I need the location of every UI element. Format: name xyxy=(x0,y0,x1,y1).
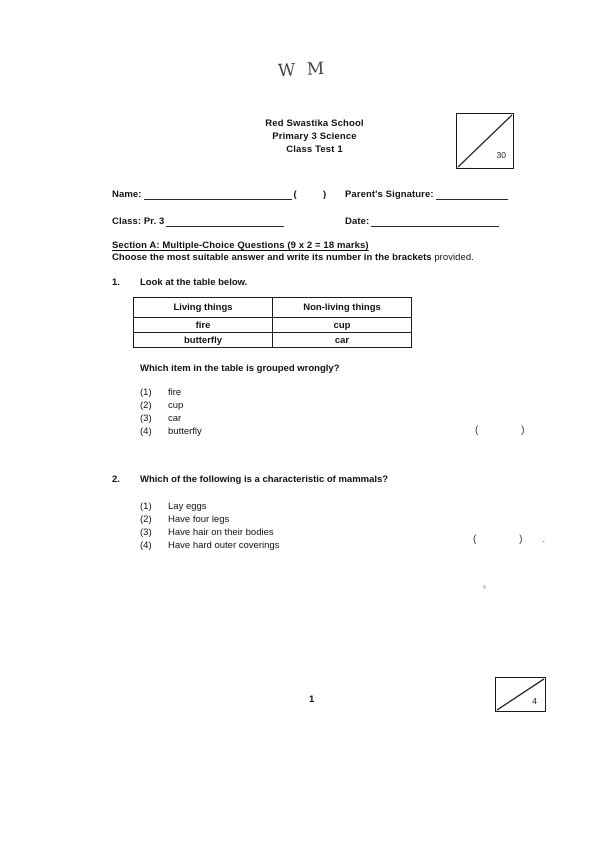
section-a-heading: Section A: Multiple-Choice Questions (9 x 2 = 18 marks) xyxy=(112,240,369,251)
option-text: fire xyxy=(168,387,182,398)
name-label: Name: xyxy=(112,189,142,200)
date-label: Date: xyxy=(345,216,370,227)
question-2-number: 2. xyxy=(112,474,120,485)
score-box-page xyxy=(495,677,546,712)
question-1-table xyxy=(133,297,412,348)
question-1-number: 1. xyxy=(112,277,120,288)
instruction-bold-part: Choose the most suitable answer and write its number in the brackets xyxy=(112,252,432,263)
table-cell: fire xyxy=(134,318,273,333)
option-item[interactable] xyxy=(140,386,202,399)
option-item[interactable] xyxy=(140,500,279,513)
score-box-page-value: 4 xyxy=(532,696,537,706)
option-item[interactable] xyxy=(140,412,202,425)
scan-artifact xyxy=(483,585,486,589)
table-row xyxy=(134,318,412,333)
table-cell: cup xyxy=(273,318,412,333)
page-number: 1 xyxy=(309,694,315,705)
option-text: butterfly xyxy=(168,426,202,437)
trailing-mark: . xyxy=(542,534,545,544)
question-1-stem: Look at the table below. xyxy=(140,277,248,288)
option-text: Have four legs xyxy=(168,514,230,525)
parent-signature-label: Parent's Signature: xyxy=(345,189,434,200)
score-box-total-value: 30 xyxy=(496,150,506,160)
option-key: (2) xyxy=(140,400,152,411)
table-cell: butterfly xyxy=(134,333,273,348)
test-line: Class Test 1 xyxy=(286,144,343,156)
date-field-row xyxy=(345,216,501,227)
class-label: Class: Pr. 3 xyxy=(112,216,165,227)
option-key: (3) xyxy=(140,527,152,538)
option-text: cup xyxy=(168,400,184,411)
subject-line: Primary 3 Science xyxy=(272,131,357,143)
option-text: car xyxy=(168,413,182,424)
table-row xyxy=(134,333,412,348)
table-cell: car xyxy=(273,333,412,348)
option-item[interactable] xyxy=(140,425,202,438)
index-number-brackets[interactable]: ( ) xyxy=(293,189,334,200)
option-key: (2) xyxy=(140,514,152,525)
option-item[interactable] xyxy=(140,526,279,539)
class-input[interactable] xyxy=(166,217,284,227)
score-box-diagonal-icon xyxy=(496,678,545,711)
option-text: Have hard outer coverings xyxy=(168,540,280,551)
name-input[interactable] xyxy=(144,190,292,200)
option-key: (4) xyxy=(140,540,152,551)
handwritten-mark: W M xyxy=(277,58,328,82)
option-key: (1) xyxy=(140,501,152,512)
option-key: (4) xyxy=(140,426,152,437)
option-item[interactable] xyxy=(140,513,279,526)
option-key: (3) xyxy=(140,413,152,424)
date-input[interactable] xyxy=(371,217,499,227)
question-1-options xyxy=(140,386,202,438)
option-item[interactable] xyxy=(140,399,202,412)
parent-signature-input[interactable] xyxy=(436,190,508,200)
table-header-cell: Non-living things xyxy=(273,298,412,318)
name-field-row xyxy=(112,189,333,200)
section-a-instruction xyxy=(112,252,474,263)
question-2-options xyxy=(140,500,279,552)
exam-header xyxy=(232,117,397,157)
question-2-answer-brackets[interactable]: ( ). xyxy=(473,534,545,545)
question-1-prompt: Which item in the table is grouped wrongly? xyxy=(140,363,340,374)
table-header-cell: Living things xyxy=(134,298,273,318)
class-field-row xyxy=(112,216,286,227)
table-header-row xyxy=(134,298,412,318)
question-1-answer-brackets[interactable]: ( ) xyxy=(475,425,545,436)
option-item[interactable] xyxy=(140,539,279,552)
instruction-light-part: provided. xyxy=(431,252,474,263)
option-key: (1) xyxy=(140,387,152,398)
school-name: Red Swastika School xyxy=(265,118,364,129)
question-2-stem: Which of the following is a characteristic of mammals? xyxy=(140,474,389,485)
option-text: Lay eggs xyxy=(168,501,207,512)
score-box-total xyxy=(456,113,514,169)
option-text: Have hair on their bodies xyxy=(168,527,274,538)
parent-signature-row xyxy=(345,189,510,200)
